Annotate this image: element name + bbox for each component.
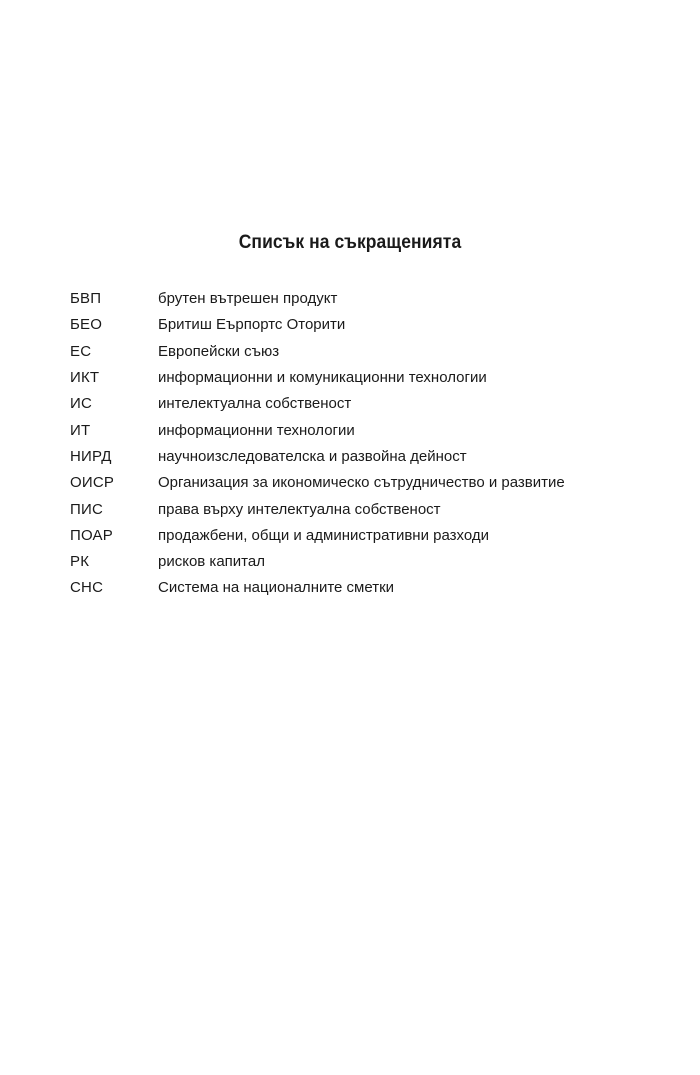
abbreviation: ИКТ (70, 369, 100, 387)
abbreviation-meaning: Организация за икономическо сътрудничество и развитие (158, 474, 565, 492)
abbreviation-meaning: информационни и комуникационни технологии (158, 369, 487, 387)
list-item (70, 549, 670, 575)
abbreviation-meaning: рисков капитал (158, 553, 265, 571)
abbreviation: РК (70, 553, 90, 571)
list-item (70, 575, 670, 601)
list-item (70, 496, 670, 522)
abbreviation: ИТ (70, 421, 91, 439)
abbreviation: ПОАР (70, 526, 113, 544)
list-item (70, 312, 670, 338)
abbreviation-meaning: Бритиш Еърпортс Оторити (158, 316, 346, 334)
abbreviation-meaning: Система на националните сметки (158, 579, 395, 597)
abbreviation: СНС (70, 579, 104, 597)
abbreviation-list (70, 286, 670, 602)
abbreviation-meaning: продажбени, общи и административни разходи (158, 526, 489, 544)
abbreviation: ЕС (70, 342, 92, 360)
abbreviation: БВП (70, 290, 102, 308)
abbreviation: ОИСР (70, 474, 115, 492)
list-item (70, 339, 670, 365)
abbreviation-meaning: брутен вътрешен продукт (158, 290, 338, 308)
abbreviation-meaning: научноизследователска и развойна дейност (158, 447, 467, 465)
list-item (70, 523, 670, 549)
abbreviation: ИС (70, 395, 93, 413)
abbreviation-meaning: права върху интелектуална собственост (158, 500, 441, 518)
abbreviation: БЕО (70, 316, 103, 334)
list-item (70, 444, 670, 470)
list-item (70, 286, 670, 312)
abbreviation: ПИС (70, 500, 103, 518)
list-item (70, 365, 670, 391)
abbreviation-meaning: интелектуална собственост (158, 395, 352, 413)
abbreviation-meaning: информационни технологии (158, 421, 355, 439)
abbreviation-meaning: Европейски съюз (158, 342, 280, 360)
abbreviation: НИРД (70, 447, 112, 465)
list-item (70, 417, 670, 443)
list-item (70, 470, 670, 496)
page-title: Списък на съкращенията (238, 232, 462, 253)
list-item (70, 391, 670, 417)
